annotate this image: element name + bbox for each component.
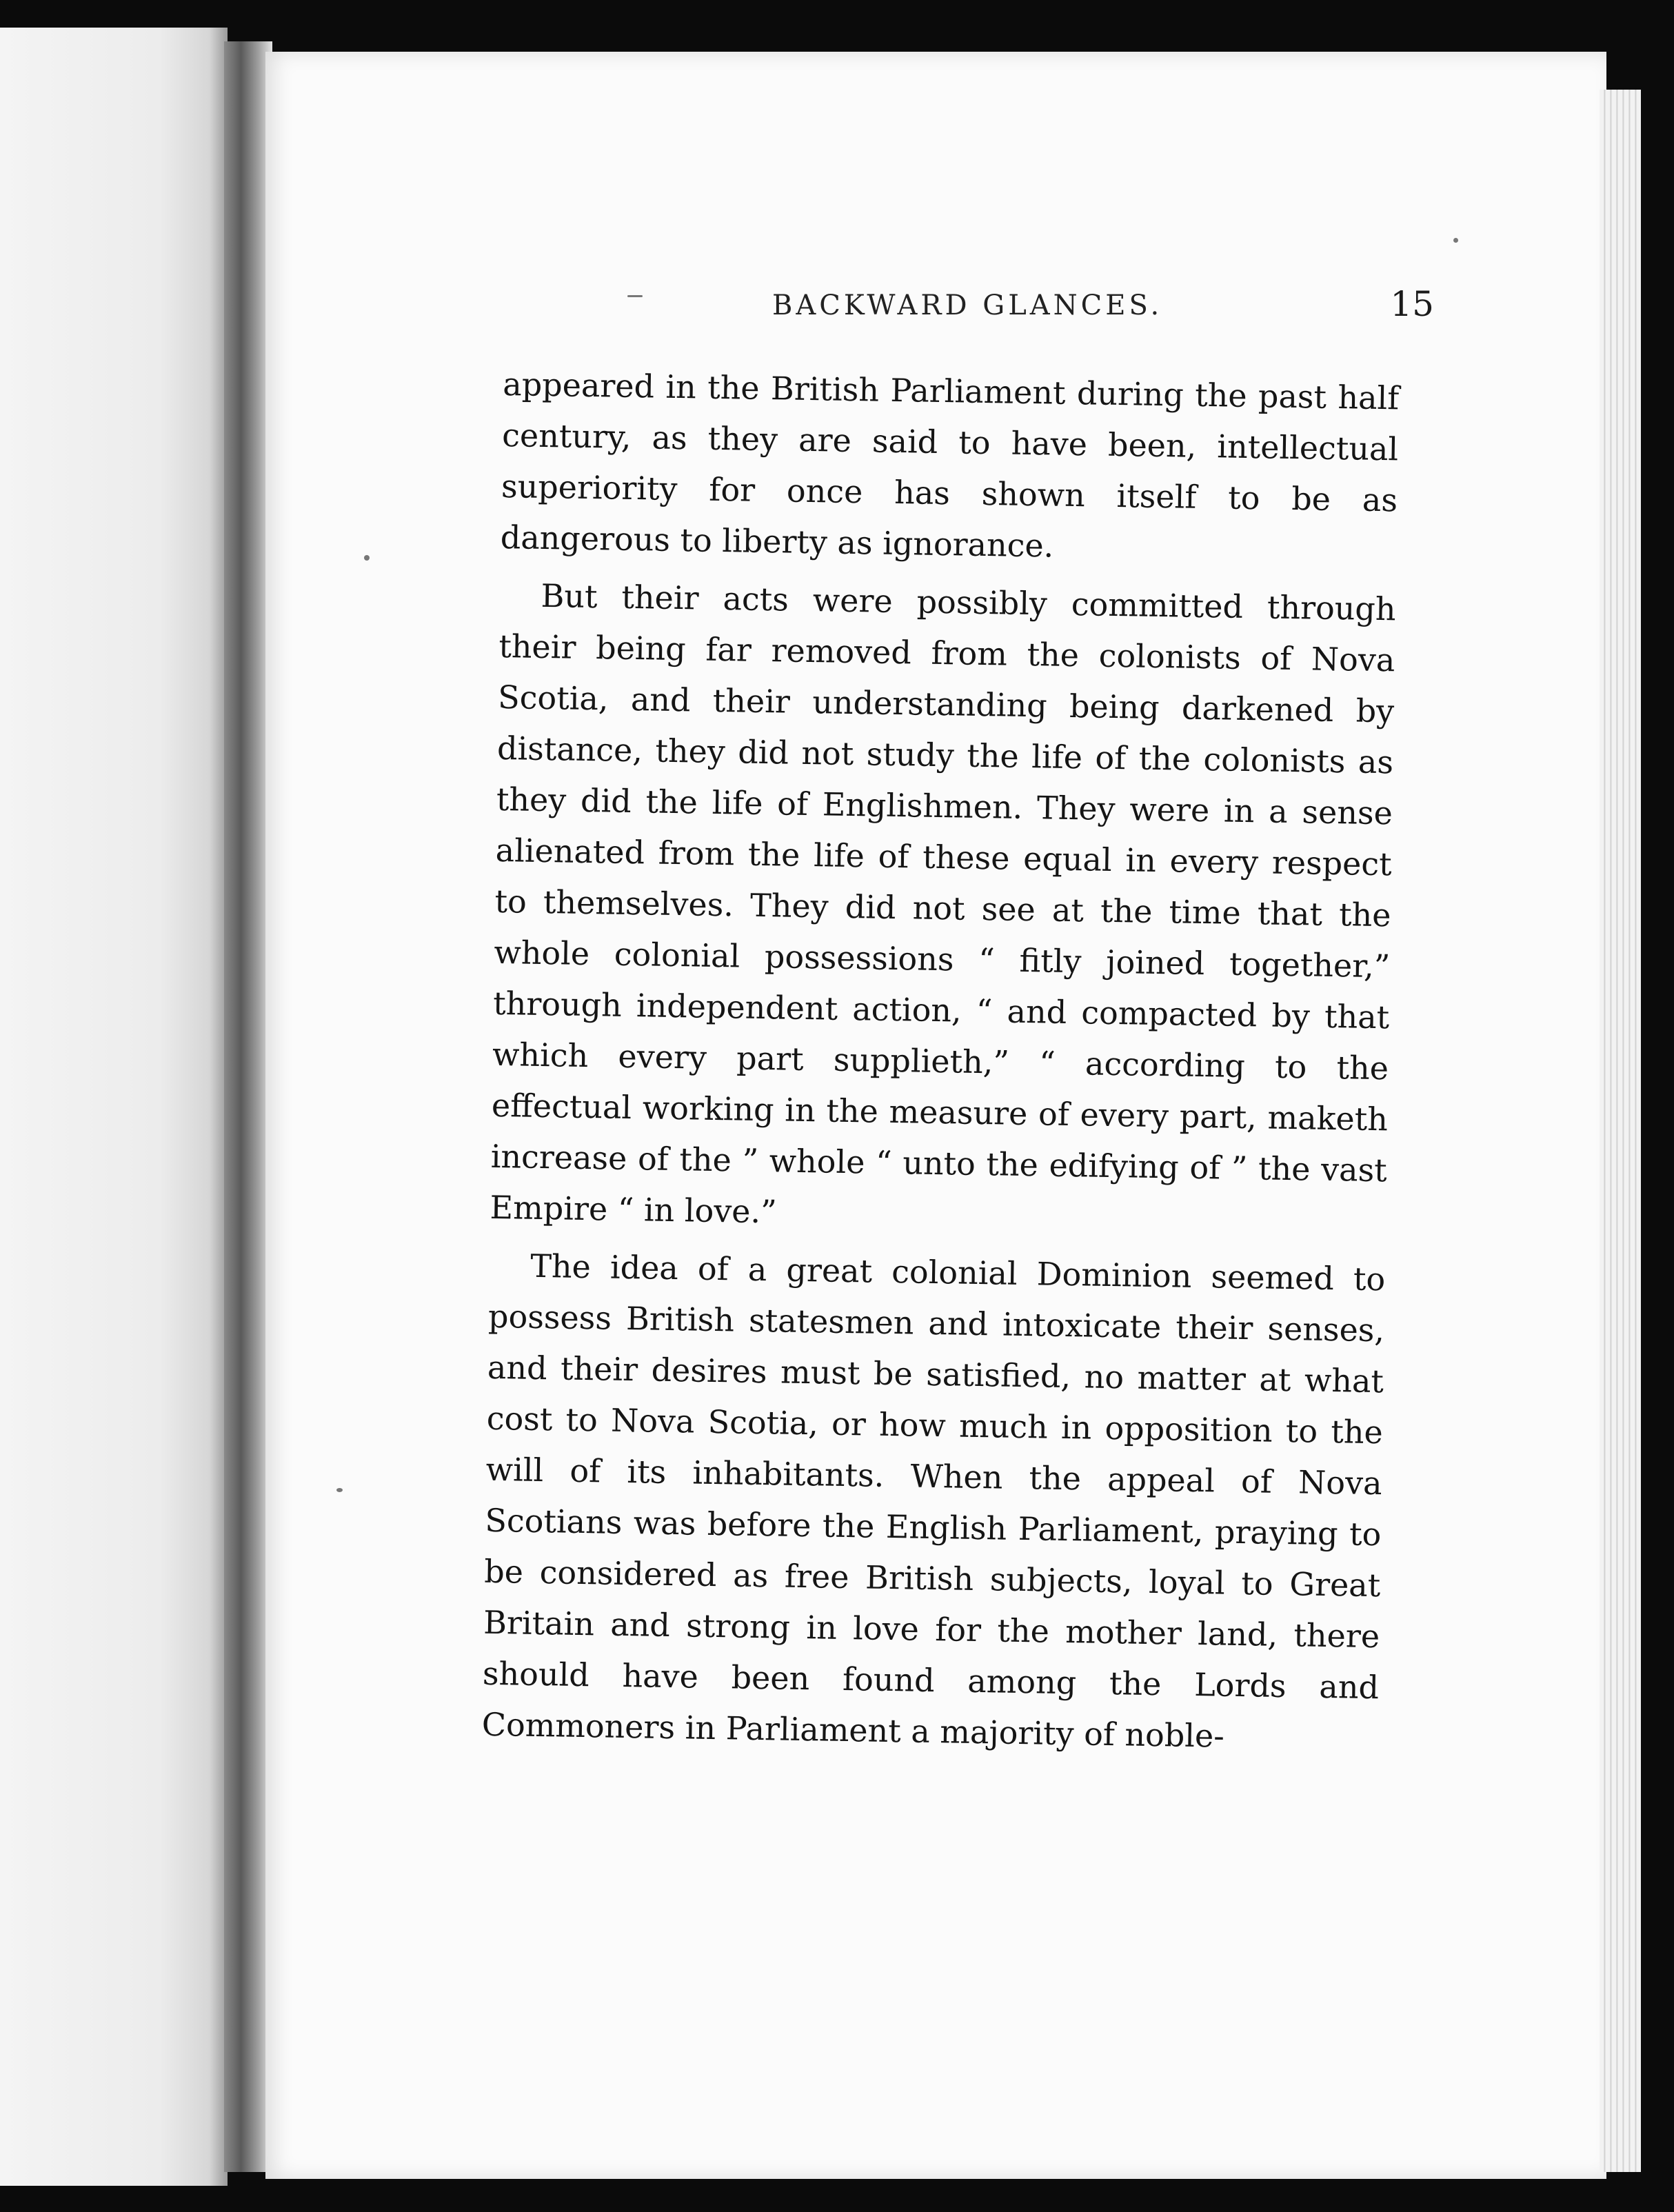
paragraph-1: appeared in the British Parliament during the past half century, as they are said to have been, intellectual superiority for once has shown itself to be as dangerous to liberty as ignorance. xyxy=(500,365,1400,565)
page-edges xyxy=(1600,90,1641,2172)
running-head xyxy=(772,284,1434,332)
scan-speck xyxy=(364,555,370,561)
page-number: 15 xyxy=(1390,284,1434,324)
scan-speck xyxy=(336,1488,343,1492)
body-text xyxy=(481,359,1400,1764)
paragraph-2: But their acts were possibly committed through their being far removed from the colonists of Nova Scotia, and their understanding being darkened by distance, they did not study the life of the colonists as they did the life of Englishmen. They were in a sense alienated from the life of these equal in every respect to themselves. They did not see at the time that the whole colonial possessions “ fitly joined together,” through independent action, “ and compacted by that which every part supplieth,” “ according to the effectual working in the measure of every part, maketh increase of the ” whole “ unto the edifying of ” the vast Empire “ in love.” xyxy=(490,576,1396,1231)
running-title: BACKWARD GLANCES. xyxy=(772,290,1163,321)
left-facing-page xyxy=(0,28,228,2186)
scan-speck xyxy=(627,295,643,297)
paragraph-3: The idea of a great colonial Dominion seemed to possess British statesmen and intoxicate their senses, and their desires must be satisfied, no matter at what cost to Nova Scotia, or how much in opposition to the will of its inhabitants. When the appeal of Nova Scotians was before the English Parliament, praying to be considered as free British subjects, loyal to Great Britain and strong in love for the mother land, there should have been found among the Lords and Commoners in Parliament a majority of noble- xyxy=(481,1247,1386,1755)
scan-speck xyxy=(1453,238,1458,243)
